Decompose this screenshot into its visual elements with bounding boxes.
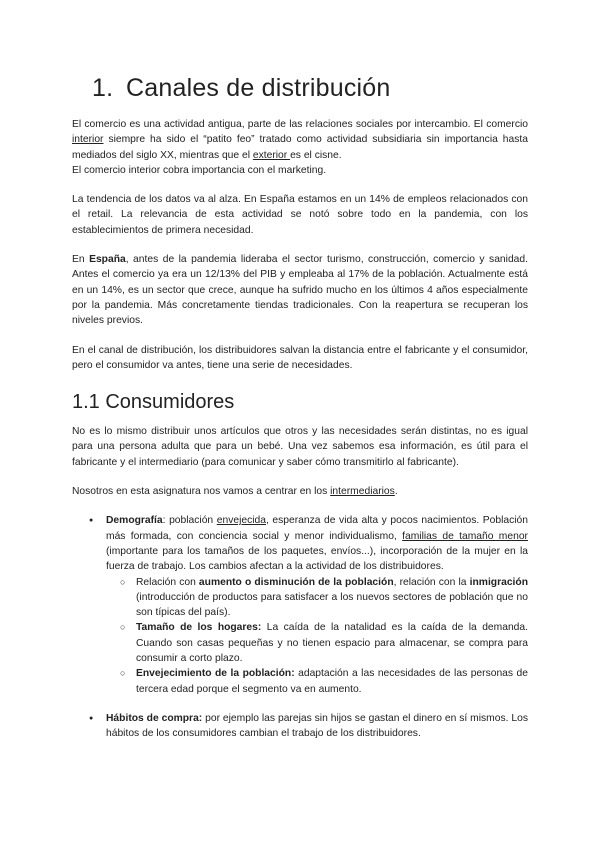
text-run: siempre ha sido el “patito feo” tratado como actividad subsidiaria sin importancia hasta mediados del siglo XX, mientras que el	[72, 134, 528, 161]
text-run: .	[394, 486, 398, 498]
text-run: : población	[162, 515, 217, 527]
underlined-envejecida: envejecida	[216, 515, 266, 527]
bold-demografia: Demografía	[106, 515, 163, 527]
heading-canales-de-distribucion	[92, 74, 528, 103]
intro-paragraph-3	[72, 252, 528, 328]
sub-item-poblacion	[136, 575, 528, 621]
bold-envejecimiento: Envejecimiento de la población:	[136, 668, 295, 680]
heading-consumidores: 1.1 Consumidores	[72, 391, 235, 414]
intro-line-2: El comercio interior cobra importancia con el marketing.	[72, 164, 327, 176]
list-item-demografia	[106, 513, 528, 697]
text-run: Nosotros en esta asignatura nos vamos a centrar en los	[72, 486, 331, 498]
text-run: (introducción de productos para satisfacer a los nuevos sectores de población que no son típicas del país).	[136, 591, 528, 619]
text-run: , antes de la pandemia lideraba el sector turismo, construcción, comercio y sanidad. Antes el comercio ya era un 12/13% del PIB y empleaba al 17% de la población. Actualmente está en un 14%, es un sector que crece, aunque ha sufrido mucho en los últimos 4 años especialmente por la pandemia. Más concretamente tiendas tradicionales. Con la reapertura se recuperan los niveles previos.	[72, 254, 528, 327]
text-run: La caída de la natalidad es la caída de la demanda. Cuando son casas pequeñas y no tienen espacio para almacenar, se compra para consumir a corto plazo.	[136, 622, 528, 665]
text-run: El comercio es una actividad antigua, parte de las relaciones sociales por intercambio. El comercio	[72, 119, 528, 130]
intro-paragraph-1	[72, 117, 528, 178]
consumidores-paragraph-2	[72, 484, 528, 499]
text-run: (importante para los tamaños de los paquetes, envíos...), incorporación de la mujer en la fuerza de trabajo. Los cambios afectan a la actividad de los distribuidores.	[106, 545, 528, 573]
list-item-habitos	[106, 711, 528, 742]
bold-espana: España	[89, 254, 126, 266]
text-run: por ejemplo las parejas sin hijos se gastan el dinero en sí mismos. Los hábitos de los consumidores cambian el trabajo de los distribuidores.	[106, 712, 528, 740]
bold-tamano-hogares: Tamaño de los hogares:	[136, 622, 262, 634]
text-run: adaptación a las necesidades de las personas de tercera edad porque el segmento va en aumento.	[136, 668, 528, 695]
heading-text: Canales de distribución	[126, 74, 391, 102]
underlined-interior: interior	[72, 134, 104, 146]
bold-habitos: Hábitos de compra:	[106, 712, 203, 724]
heading-number: 1.	[92, 74, 114, 102]
sub-item-envejecimiento	[136, 666, 528, 697]
text-run: , relación con la	[393, 576, 470, 588]
document-page	[72, 60, 528, 756]
intro-paragraph-2: La tendencia de los datos va al alza. En España estamos en un 14% de empleos relacionados con el retail. La relevancia de esta actividad se notó sobre todo en la pandemia, con los establecimientos de primera necesidad.	[72, 194, 528, 236]
underlined-familias: familias de tamaño menor	[402, 530, 528, 542]
consumidores-paragraph-1: No es lo mismo distribuir unos artículos que otros y las necesidades serán distintas, no es igual para una persona adulta que para un bebé. Una vez sabemos esa información, es útil para el fabricante y el intermediario (para comunicar y saber cómo transmitirlo al fabricante).	[72, 426, 528, 468]
intro-paragraph-4: En el canal de distribución, los distribuidores salvan la distancia entre el fabricante y el consumidor, pero el consumidor va antes, tiene una serie de necesidades.	[72, 344, 528, 371]
bold-aumento: aumento o disminución de la población	[198, 576, 394, 588]
text-run: , esperanza de vida alta y pocos nacimientos. Población más formada, con conciencia social y menor individualismo,	[106, 515, 529, 542]
underlined-exterior: exterior	[252, 149, 291, 161]
text-run: es el cisne.	[290, 149, 342, 161]
underlined-intermediarios: intermediarios	[330, 486, 395, 498]
bold-inmigracion: inmigración	[469, 576, 528, 588]
sub-list	[106, 575, 528, 697]
text-run: Relación con	[136, 576, 199, 588]
bullet-list	[72, 513, 528, 741]
sub-item-hogares	[136, 620, 528, 666]
text-run: En	[72, 254, 90, 266]
